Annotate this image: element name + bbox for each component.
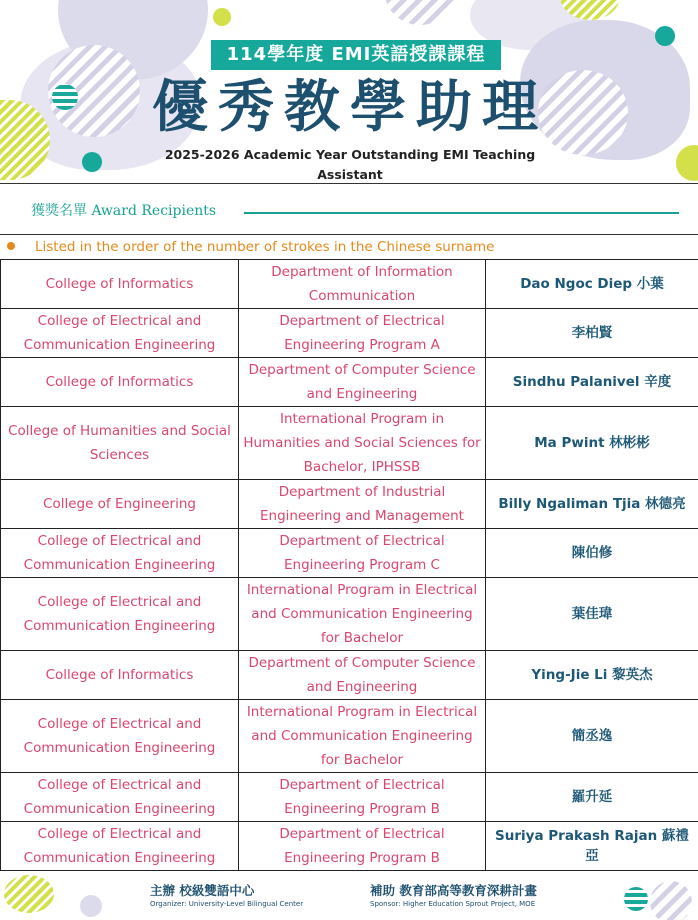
table-row (1, 529, 698, 578)
page-subtitle: 2025-2026 Academic Year Outstanding EMI Teaching Assistant (164, 147, 536, 182)
department-cell: Department of Electrical Engineering Program B (239, 773, 486, 822)
header (0, 0, 698, 183)
name-cell: Suriya Prakash Rajan 蘇禮亞 (486, 822, 698, 871)
college-cell: College of Informatics (1, 260, 239, 309)
teal-striped-decoration (52, 84, 78, 110)
sponsor-label-en: Sponsor: Higher Education Sprout Project, MOE (370, 900, 536, 908)
name-cell: 簡丞逸 (486, 700, 698, 773)
footer (0, 873, 698, 920)
teal-dot (655, 26, 675, 46)
organizer-label-en: Organizer: University-Level Bilingual Center (150, 900, 304, 908)
department-cell: International Program in Humanities and Social Sciences for Bachelor, IPHSSB (239, 407, 486, 480)
department-cell: International Program in Electrical and Communication Engineering for Bachelor (239, 578, 486, 651)
table-row (1, 309, 698, 358)
striped-circle-decoration (538, 70, 628, 155)
table-row (1, 358, 698, 407)
table-row (1, 260, 698, 309)
organizer-block (150, 883, 303, 909)
table-row (1, 773, 698, 822)
college-cell: College of Electrical and Communication Engineering (1, 773, 239, 822)
section-divider (244, 212, 679, 214)
department-cell: Department of Electrical Engineering Program A (239, 309, 486, 358)
college-cell: College of Informatics (1, 651, 239, 700)
teal-striped-decoration (624, 887, 648, 911)
name-cell: Ma Pwint 林彬彬 (486, 407, 698, 480)
department-cell: Department of Information Communication (239, 260, 486, 309)
name-cell: Ying-Jie Li 黎英杰 (486, 651, 698, 700)
teal-dot (82, 152, 102, 172)
yellow-dot (676, 145, 698, 181)
striped-circle-decoration (650, 881, 692, 920)
name-cell: 陳伯修 (486, 529, 698, 578)
college-cell: College of Informatics (1, 358, 239, 407)
striped-circle-decoration (385, 0, 455, 25)
sponsor-block (370, 883, 537, 909)
college-cell: College of Humanities and Social Sciences (1, 407, 239, 480)
ordering-note-text: Listed in the order of the number of strokes in the Chinese surname (35, 239, 495, 255)
sponsor-label: 補助 教育部高等教育深耕計畫 (370, 883, 537, 898)
recipients-table (0, 259, 698, 871)
lavender-dot (80, 895, 102, 917)
college-cell: College of Electrical and Communication Engineering (1, 578, 239, 651)
section-heading: 獲獎名單 Award Recipients (31, 203, 217, 219)
table-row (1, 407, 698, 480)
table-row (1, 822, 698, 871)
yellow-dot (213, 8, 231, 26)
ordering-note (0, 235, 698, 259)
organizer-label: 主辦 校級雙語中心 (150, 883, 255, 898)
department-cell: International Program in Electrical and Communication Engineering for Bachelor (239, 700, 486, 773)
name-cell: Sindhu Palanivel 辛度 (486, 358, 698, 407)
yellow-striped-decoration (4, 875, 54, 913)
table-row (1, 651, 698, 700)
name-cell: 葉佳瑋 (486, 578, 698, 651)
page-title: 優秀教學助理 (152, 74, 548, 140)
name-cell: Dao Ngoc Diep 小葉 (486, 260, 698, 309)
name-cell: Billy Ngaliman Tjia 林德亮 (486, 480, 698, 529)
table-row (1, 480, 698, 529)
department-cell: Department of Electrical Engineering Program B (239, 822, 486, 871)
section-header (0, 183, 698, 235)
department-cell: Department of Electrical Engineering Program C (239, 529, 486, 578)
department-cell: Department of Computer Science and Engineering (239, 358, 486, 407)
college-cell: College of Electrical and Communication Engineering (1, 309, 239, 358)
department-cell: Department of Computer Science and Engineering (239, 651, 486, 700)
department-cell: Department of Industrial Engineering and Management (239, 480, 486, 529)
table-row (1, 700, 698, 773)
bullet-icon (7, 242, 15, 250)
college-cell: College of Electrical and Communication Engineering (1, 822, 239, 871)
name-cell: 羅升延 (486, 773, 698, 822)
college-cell: College of Electrical and Communication Engineering (1, 700, 239, 773)
college-cell: College of Electrical and Communication Engineering (1, 529, 239, 578)
table-row (1, 578, 698, 651)
course-banner: 114學年度 EMI英語授課課程 (211, 40, 501, 70)
name-cell: 李柏賢 (486, 309, 698, 358)
college-cell: College of Engineering (1, 480, 239, 529)
